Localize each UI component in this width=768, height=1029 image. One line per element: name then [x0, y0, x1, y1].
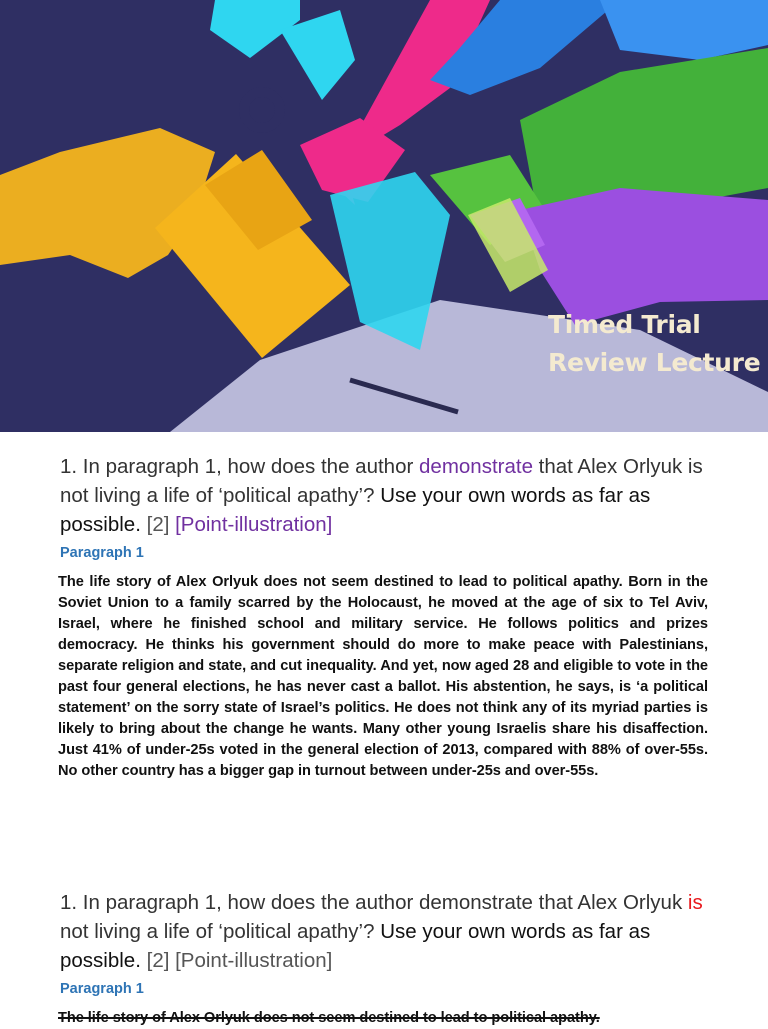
paragraph-text-struck: The life story of Alex Orlyuk does not seem destined to lead to political apathy. [58, 1010, 600, 1026]
question-rest: that Alex Orlyuk is not living a life of ‘political apathy’? [60, 455, 703, 507]
hero-title-line2: Review Lecture [548, 348, 761, 377]
question-slide-2 [0, 888, 768, 1029]
question-instruction: Use your own words as far as possible. [60, 484, 651, 536]
paragraph-label: Paragraph 1 [60, 545, 144, 561]
paragraph-text: The life story of Alex Orlyuk does not seem destined to lead to political apathy. Born in the Soviet Union to a family scarred by the Holocaust, he moved at the age of six to Tel Aviv, Israel, where he finished school and military service. He follows politics and prizes democracy. He thinks his government should do more to make peace with Palestinians, separate religion and state, and cut inequality. And yet, now aged 28 and eligible to vote in the past four general elections, he has never cast a ballot. His abstention, he says, is ‘a political statement’ on the sorry state of Israel’s politics. He does not think any of its myriad parties is likely to bring about the change he wants. Many other young Israelis share his disaffection. Just 41% of under-25s voted in the general election of 2013, compared with 88% of over-55s. No other country has a bigger gap in turnout between under-25s and over-55s. [58, 574, 708, 779]
keyword-is: is [687, 891, 703, 914]
question-text [0, 452, 768, 539]
question-instruction-2: Use your own words as far as possible. [60, 920, 651, 972]
paragraph-label-2: Paragraph 1 [60, 981, 144, 997]
hero-title [548, 306, 760, 382]
question-start-2: 1. In paragraph 1, how does the author demonstrate that Alex Orlyuk [60, 891, 688, 914]
question-marks: [2] [140, 513, 176, 536]
question-slide-1 [0, 452, 768, 782]
question-number-text: 1. In paragraph 1, how does the author [60, 455, 420, 478]
hero-title-line1: Timed Trial [548, 310, 701, 339]
question-tail-2: [2] [Point-illustration] [140, 949, 333, 972]
question-text-2 [0, 888, 768, 975]
question-skill: [Point-illustration] [175, 513, 333, 536]
question-rest-2: not living a life of ‘political apathy’? [60, 920, 381, 943]
keyword-demonstrate: demonstrate [419, 455, 533, 478]
hero-banner [0, 0, 768, 432]
